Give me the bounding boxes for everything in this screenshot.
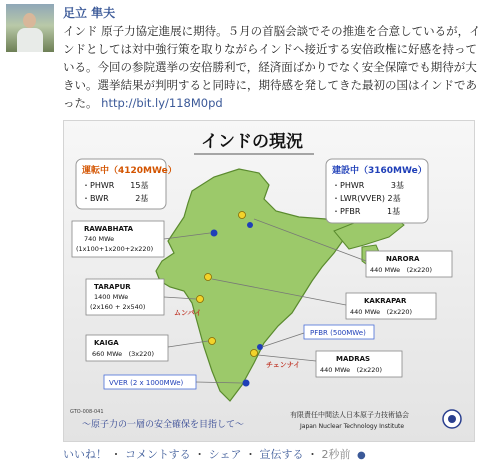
marker-madras [251,350,258,357]
operating-row-2: ・BWR 2基 [82,194,149,203]
site-vver-name: VVER (2 x 1000MWe) [109,379,184,387]
site-madras-name: MADRAS [336,355,371,363]
sep-1: ・ [110,448,122,461]
construction-row-3: ・PFBR 1基 [332,207,401,216]
site-pfbr-name: PFBR (500MWe) [310,329,366,337]
site-narora-name: NARORA [386,255,420,263]
site-tarapur-name: TARAPUR [94,283,131,291]
site-rawabhata-name: RAWABHATA [84,225,134,233]
city-mumbai: ムンバイ [174,309,202,317]
avatar-body [17,28,43,52]
marker-kaiga [209,338,216,345]
marker-kakrapar [205,274,212,281]
operating-header: 運転中（4120MWe） [82,166,177,176]
marker-tarapur [197,296,204,303]
site-kaiga-name: KAIGA [94,339,119,347]
org-name-jp: 有限責任中間法人日本原子力技術協会 [290,411,409,419]
site-kakrapar-name: KAKRAPAR [364,297,407,305]
slide-graphic [64,121,474,441]
slide-code: GTO-008-041 [70,409,104,415]
comment-link[interactable]: コメントする [125,448,191,461]
city-chennai: チェンナイ [266,361,301,369]
post-body [63,22,481,112]
avatar-head [23,13,36,28]
marker-rawabhata [211,230,218,237]
author-name[interactable]: 足立 隼夫 [63,6,116,20]
sep-3: ・ [244,448,256,461]
construction-row-2: ・LWR(VVER) 2基 [332,194,401,203]
operating-row-1: ・PHWR 15基 [82,181,149,190]
slide-title: インドの現況 [201,132,303,152]
site-tarapur-l1: 1400 MWe [94,293,129,301]
site-narora-l1: 440 MWe (2x220) [370,266,433,274]
avatar[interactable] [6,4,54,52]
site-rawabhata-l2: (1x100+1x200+2x220) [76,245,154,253]
action-bar [63,446,366,462]
promote-link[interactable]: 宣伝する [259,448,304,461]
construction-row-1: ・PHWR 3基 [332,181,404,190]
post-image[interactable] [63,120,475,442]
slide-slogan: 〜原子力の一層の安全確保を目指して〜 [82,420,245,430]
marker-narora [239,212,246,219]
sep-2: ・ [194,448,206,461]
site-kakrapar-l1: 440 MWe (2x220) [350,308,413,316]
sep-4: ・ [306,448,318,461]
site-tarapur-l2: (2x160 + 2x540) [90,303,146,311]
globe-icon[interactable]: ● [356,450,366,461]
site-kaiga-l1: 660 MWe (3x220) [92,350,155,358]
timestamp[interactable]: 2秒前 [321,448,351,461]
like-link[interactable]: いいね！ [63,448,107,461]
org-name-en: Japan Nuclear Technology Institute [300,423,405,430]
post-text: インド 原子力協定進展に期待。５月の首脳会談でその推進を合意しているが，インドとしては対中強行策を取りながらインドへ接近する安倍政権に好感を持っている。今回の参院選挙の安倍勝利で，経済面ばかりでなく安全保障でも期待が大きい。選挙結果が判明すると同時に，期待感を発してきた最初の国はインドであった。 [63,24,481,110]
site-rawabhata-l1: 740 MWe [84,235,115,243]
share-link[interactable]: シェア [208,448,242,461]
marker-narora-2 [247,222,253,228]
post-link[interactable]: http://bit.ly/118M0pd [101,96,223,110]
marker-vver [243,380,250,387]
construction-header: 建設中（3160MWe） [332,166,427,176]
site-madras-l1: 440 MWe (2x220) [320,366,383,374]
